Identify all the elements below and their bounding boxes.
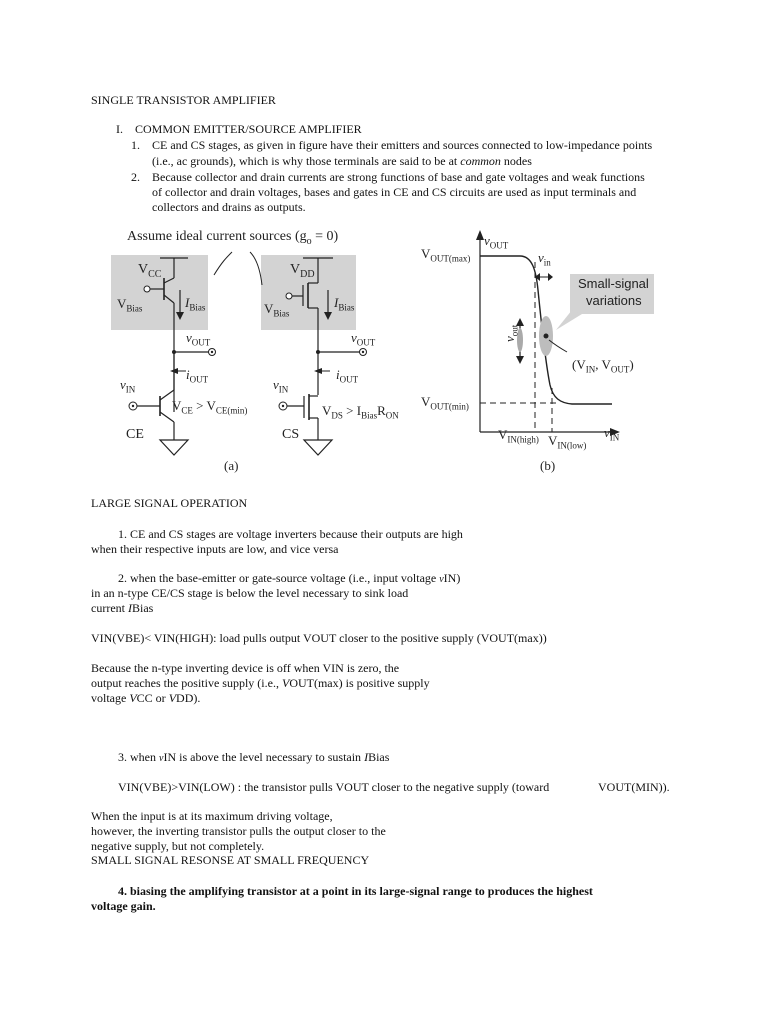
ibias-label: $I_{Bias}$ [334, 295, 355, 313]
figure-caption: Assume ideal current sources $(g_o = 0)$ [127, 229, 339, 247]
large-signal-heading: LARGE SIGNAL OPERATION [91, 496, 248, 510]
vcc-label: $V_{CC}$ [138, 262, 162, 280]
graph-operating-point-label: ($V_{IN}$, $V_{OUT}$) [572, 357, 634, 375]
graph-vin-axis-label: $v_{IN}$ [604, 425, 620, 443]
graph-vin-high-label: $V_{IN(high)}$ [498, 427, 539, 445]
paragraph-line: when their respective inputs are low, and vice versa [91, 542, 339, 556]
figure-a-label: (a) [224, 458, 239, 473]
paragraph-line: current IBias [91, 601, 154, 615]
paragraph-line: however, the inverting transistor pulls the output closer to the [91, 824, 386, 838]
callout-line2: variations [586, 293, 642, 308]
iout-label: $i_{OUT}$ [336, 367, 359, 385]
list-item-text: Because collector and drain currents are strong functions of base and gate voltages and weak functions [152, 170, 645, 184]
ce-condition: $V_{CE} > V_{CE(min)}$ [172, 398, 248, 416]
paragraph-line: 3. when vIN is above the level necessary to sustain IBias [118, 750, 390, 764]
paragraph-line: negative supply, but not completely. [91, 839, 265, 853]
cs-condition: $V_{DS} > I_{Bias}R_{ON}$ [322, 403, 399, 421]
graph-vin-small-label: $v_{in}$ [538, 250, 551, 268]
bold-paragraph-line: voltage gain. [91, 899, 156, 913]
document-title: SINGLE TRANSISTOR AMPLIFIER [91, 93, 276, 107]
graph-vout-small-label: $v_{out}$ [502, 324, 520, 342]
condition-line-end: VOUT(MIN)). [598, 780, 670, 794]
ce-label: CE [126, 427, 144, 442]
bold-paragraph-line: 4. biasing the amplifying transistor at a point in its large-signal range to produces the highest [118, 884, 593, 898]
graph-vout-max-label: $V_{OUT(max)}$ [421, 246, 471, 264]
vbias-label: $V_{Bias}$ [264, 301, 290, 319]
list-item-text: of collector and drain voltages, bases and gates in CE and CS circuits are used as input terminals and [152, 185, 637, 199]
condition-line: VIN(VBE)< VIN(HIGH): load pulls output VOUT closer to the positive supply (VOUT(max)) [91, 631, 547, 645]
paragraph-line: 2. when the base-emitter or gate-source voltage (i.e., input voltage vIN) [118, 571, 461, 585]
figure-b-label: (b) [540, 458, 556, 473]
paragraph-line: When the input is at its maximum driving voltage, [91, 809, 333, 823]
condition-line: VIN(VBE)>VIN(LOW) : the transistor pulls VOUT closer to the negative supply (toward [118, 780, 550, 794]
iout-label: $i_{OUT}$ [186, 367, 209, 385]
list-item-text: CE and CS stages, as given in figure have their emitters and sources connected to low-impedance points [152, 138, 653, 152]
vbias-label: $V_{Bias}$ [117, 296, 143, 314]
list-item-text: collectors and drains as outputs. [152, 200, 306, 214]
paragraph-line: voltage VCC or VDD). [91, 691, 201, 705]
paragraph-line: Because the n-type inverting device is off when VIN is zero, the [91, 661, 400, 675]
vin-label: $v_{IN}$ [120, 377, 136, 395]
ibias-label: $I_{Bias}$ [185, 295, 206, 313]
section-heading: COMMON EMITTER/SOURCE AMPLIFIER [135, 122, 362, 136]
cs-label: CS [282, 427, 300, 442]
list-item-text: (i.e., ac grounds), which is why those terminals are said to be at common nodes [152, 154, 532, 168]
vout-label: $v_{OUT}$ [186, 330, 211, 348]
vdd-label: $V_{DD}$ [290, 262, 315, 280]
callout-line1: Small-signal [578, 276, 649, 291]
paragraph-line: in an n-type CE/CS stage is below the level necessary to sink load [91, 586, 409, 600]
vin-label: $v_{IN}$ [273, 377, 289, 395]
graph-vout-axis-label: $v_{OUT}$ [484, 233, 509, 251]
list-item-number: 1. [131, 138, 140, 152]
list-item-number: 2. [131, 170, 140, 184]
paragraph-line: 1. CE and CS stages are voltage inverters because their outputs are high [118, 527, 463, 541]
graph-vout-min-label: $V_{OUT(min)}$ [421, 394, 469, 412]
small-signal-heading: SMALL SIGNAL RESONSE AT SMALL FREQUENCY [91, 853, 370, 867]
graph-vin-low-label: $V_{IN(low)}$ [548, 433, 587, 451]
section-numeral: I. [116, 122, 123, 136]
paragraph-line: output reaches the positive supply (i.e., VOUT(max) is positive supply [91, 676, 430, 690]
vout-label: $v_{OUT}$ [351, 330, 376, 348]
